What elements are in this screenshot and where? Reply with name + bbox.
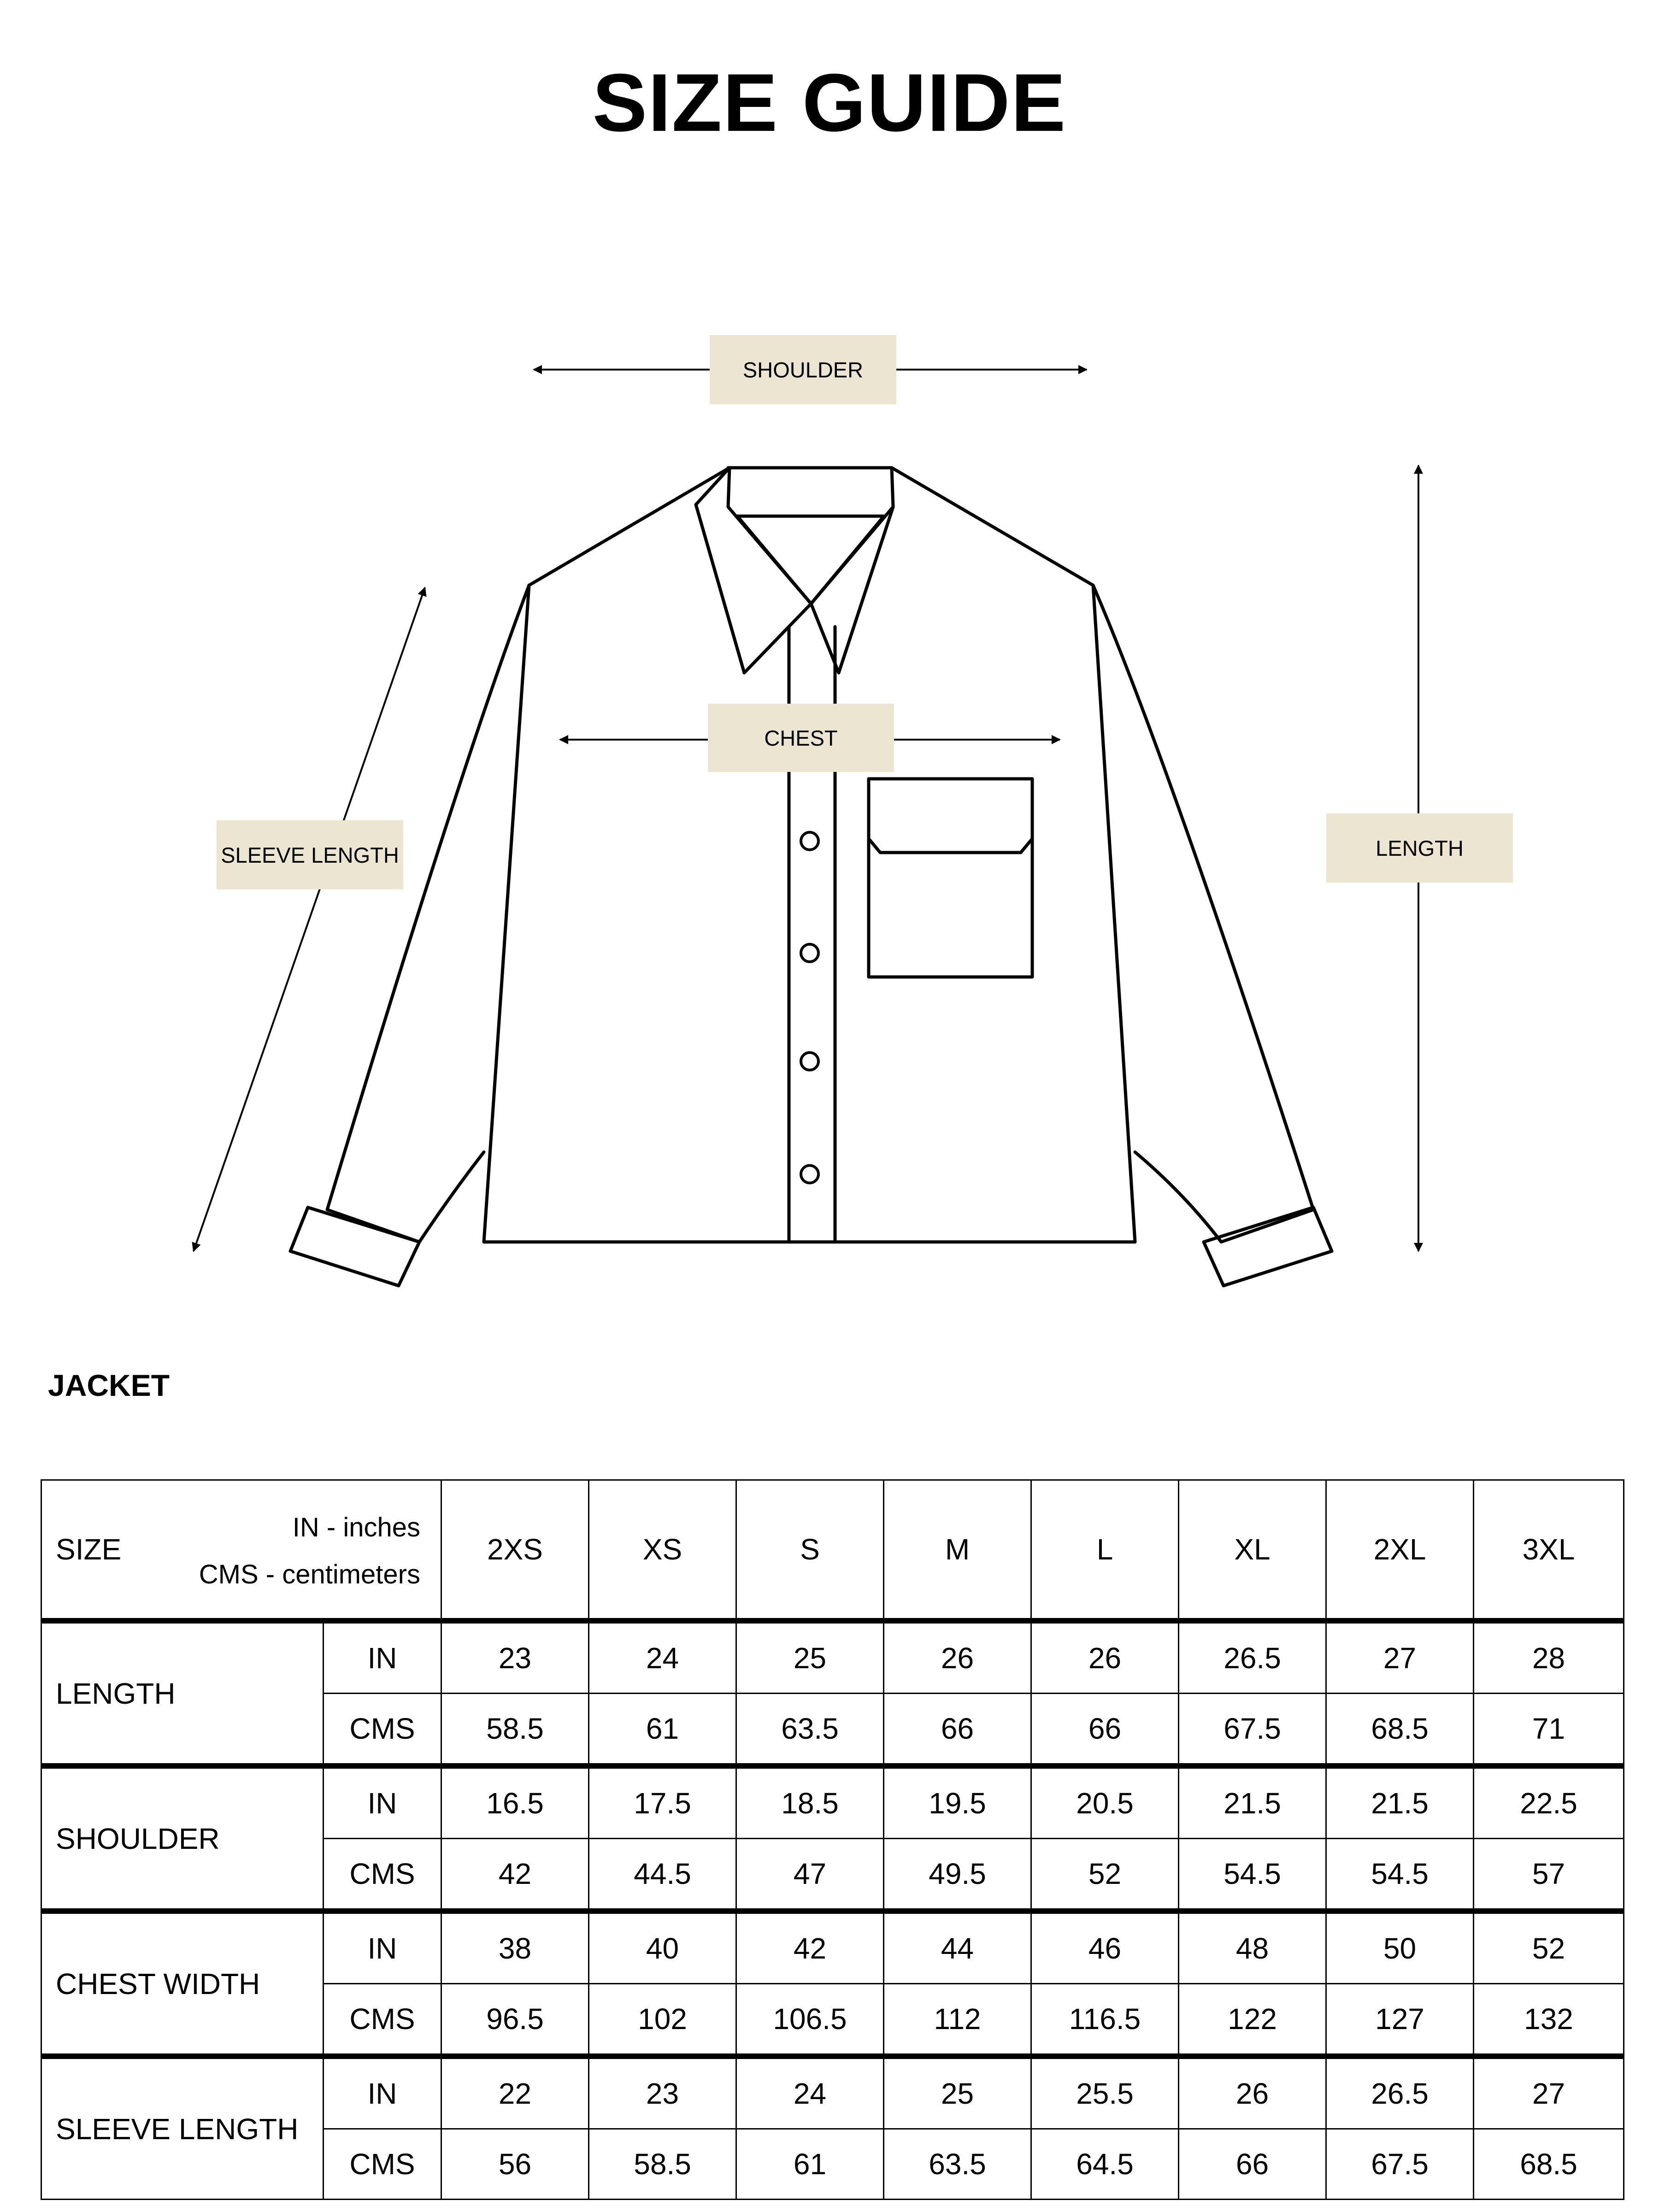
table-cell: 26.5 <box>1326 2056 1474 2129</box>
page-title: SIZE GUIDE <box>592 57 1067 148</box>
table-cell: 66 <box>884 1694 1031 1766</box>
table-row <box>41 1911 1624 1984</box>
chest-label: CHEST <box>708 704 894 772</box>
table-cell: 42 <box>441 1839 589 1912</box>
size-header-7: 3XL <box>1474 1480 1624 1621</box>
table-cell: 102 <box>589 1984 736 2057</box>
unit-in-cell: IN <box>324 2056 441 2129</box>
buttons <box>801 832 818 1183</box>
sleeve-arrow <box>194 588 425 1251</box>
size-header-0: 2XS <box>441 1480 589 1621</box>
unit-cm-cell: CMS <box>324 1694 441 1766</box>
table-cell: 66 <box>1179 2129 1326 2200</box>
jacket-illustration <box>290 468 1332 1286</box>
row-label: SHOULDER <box>41 1766 324 1911</box>
size-header-2: S <box>736 1480 884 1621</box>
table-cell: 21.5 <box>1326 1766 1474 1839</box>
row-label: LENGTH <box>41 1621 324 1766</box>
table-cell: 58.5 <box>441 1694 589 1766</box>
table-cell: 122 <box>1179 1984 1326 2057</box>
sleeve-length-label: SLEEVE LENGTH <box>217 820 403 889</box>
table-cell: 24 <box>589 1621 736 1694</box>
table-cell: 61 <box>736 2129 884 2200</box>
table-cell: 44 <box>884 1911 1031 1984</box>
table-cell: 52 <box>1031 1839 1179 1912</box>
table-cell: 44.5 <box>589 1839 736 1912</box>
table-cell: 71 <box>1474 1694 1624 1766</box>
size-header-1: XS <box>589 1480 736 1621</box>
table-cell: 67.5 <box>1179 1694 1326 1766</box>
table-cell: 66 <box>1031 1694 1179 1766</box>
button-icon <box>801 832 818 850</box>
button-icon <box>801 1165 818 1183</box>
table-cell: 26 <box>884 1621 1031 1694</box>
table-cell: 58.5 <box>589 2129 736 2200</box>
table-cell: 24 <box>736 2056 884 2129</box>
unit-in-cell: IN <box>324 1766 441 1839</box>
table-cell: 49.5 <box>884 1839 1031 1912</box>
right-sleeve <box>1093 585 1313 1242</box>
unit-in-cell: IN <box>324 1621 441 1694</box>
size-header-cell <box>41 1480 441 1621</box>
measure-arrows <box>194 370 1418 1251</box>
table-cell: 96.5 <box>441 1984 589 2057</box>
table-header-row <box>41 1480 1624 1621</box>
table-cell: 47 <box>736 1839 884 1912</box>
row-label: SLEEVE LENGTH <box>41 2056 324 2200</box>
table-row <box>41 1766 1624 1839</box>
table-cell: 17.5 <box>589 1766 736 1839</box>
table-cell: 19.5 <box>884 1766 1031 1839</box>
table-cell: 68.5 <box>1326 1694 1474 1766</box>
table-cell: 116.5 <box>1031 1984 1179 2057</box>
table-cell: 63.5 <box>736 1694 884 1766</box>
table-cell: 25.5 <box>1031 2056 1179 2129</box>
table-cell: 46 <box>1031 1911 1179 1984</box>
size-header-6: 2XL <box>1326 1480 1474 1621</box>
button-icon <box>801 1053 818 1070</box>
unit-cm-note: CMS - centimeters <box>199 1559 420 1589</box>
table-cell: 26.5 <box>1179 1621 1326 1694</box>
unit-cm-cell: CMS <box>324 1839 441 1912</box>
right-cuff <box>1204 1207 1332 1286</box>
table-cell: 22.5 <box>1474 1766 1624 1839</box>
unit-in-cell: IN <box>324 1911 441 1984</box>
collar <box>696 468 893 673</box>
table-cell: 50 <box>1326 1911 1474 1984</box>
table-cell: 56 <box>441 2129 589 2200</box>
unit-cm-cell: CMS <box>324 2129 441 2200</box>
pocket-icon <box>869 779 1032 977</box>
section-title: JACKET <box>48 1368 170 1402</box>
table-cell: 68.5 <box>1474 2129 1624 2200</box>
table-cell: 25 <box>884 2056 1031 2129</box>
left-sleeve <box>327 585 529 1242</box>
unit-in-note: IN - inches <box>292 1512 420 1542</box>
table-cell: 26 <box>1179 2056 1326 2129</box>
shoulder-label: SHOULDER <box>710 335 896 404</box>
table-cell: 27 <box>1474 2056 1624 2129</box>
table-cell: 42 <box>736 1911 884 1984</box>
length-label: LENGTH <box>1326 813 1513 882</box>
size-table <box>41 1479 1624 2200</box>
table-cell: 18.5 <box>736 1766 884 1839</box>
table-cell: 16.5 <box>441 1766 589 1839</box>
table-cell: 40 <box>589 1911 736 1984</box>
jacket-body-outline <box>484 468 1135 1242</box>
table-cell: 52 <box>1474 1911 1624 1984</box>
table-cell: 63.5 <box>884 2129 1031 2200</box>
table-cell: 22 <box>441 2056 589 2129</box>
size-label: SIZE <box>56 1533 122 1566</box>
table-cell: 54.5 <box>1179 1839 1326 1912</box>
table-cell: 54.5 <box>1326 1839 1474 1912</box>
table-cell: 38 <box>441 1911 589 1984</box>
table-row <box>41 1621 1624 1694</box>
table-cell: 61 <box>589 1694 736 1766</box>
table-cell: 21.5 <box>1179 1766 1326 1839</box>
table-row <box>41 2056 1624 2129</box>
table-cell: 64.5 <box>1031 2129 1179 2200</box>
table-cell: 26 <box>1031 1621 1179 1694</box>
table-cell: 28 <box>1474 1621 1624 1694</box>
table-cell: 23 <box>589 2056 736 2129</box>
table-cell: 106.5 <box>736 1984 884 2057</box>
table-cell: 132 <box>1474 1984 1624 2057</box>
size-header-5: XL <box>1179 1480 1326 1621</box>
button-icon <box>801 944 818 962</box>
row-label: CHEST WIDTH <box>41 1911 324 2056</box>
table-cell: 27 <box>1326 1621 1474 1694</box>
table-cell: 127 <box>1326 1984 1474 2057</box>
unit-cm-cell: CMS <box>324 1984 441 2057</box>
table-cell: 48 <box>1179 1911 1326 1984</box>
table-cell: 67.5 <box>1326 2129 1474 2200</box>
table-cell: 23 <box>441 1621 589 1694</box>
table-cell: 20.5 <box>1031 1766 1179 1839</box>
table-cell: 57 <box>1474 1839 1624 1912</box>
table-cell: 25 <box>736 1621 884 1694</box>
table-cell: 112 <box>884 1984 1031 2057</box>
size-header-3: M <box>884 1480 1031 1621</box>
size-header-4: L <box>1031 1480 1179 1621</box>
